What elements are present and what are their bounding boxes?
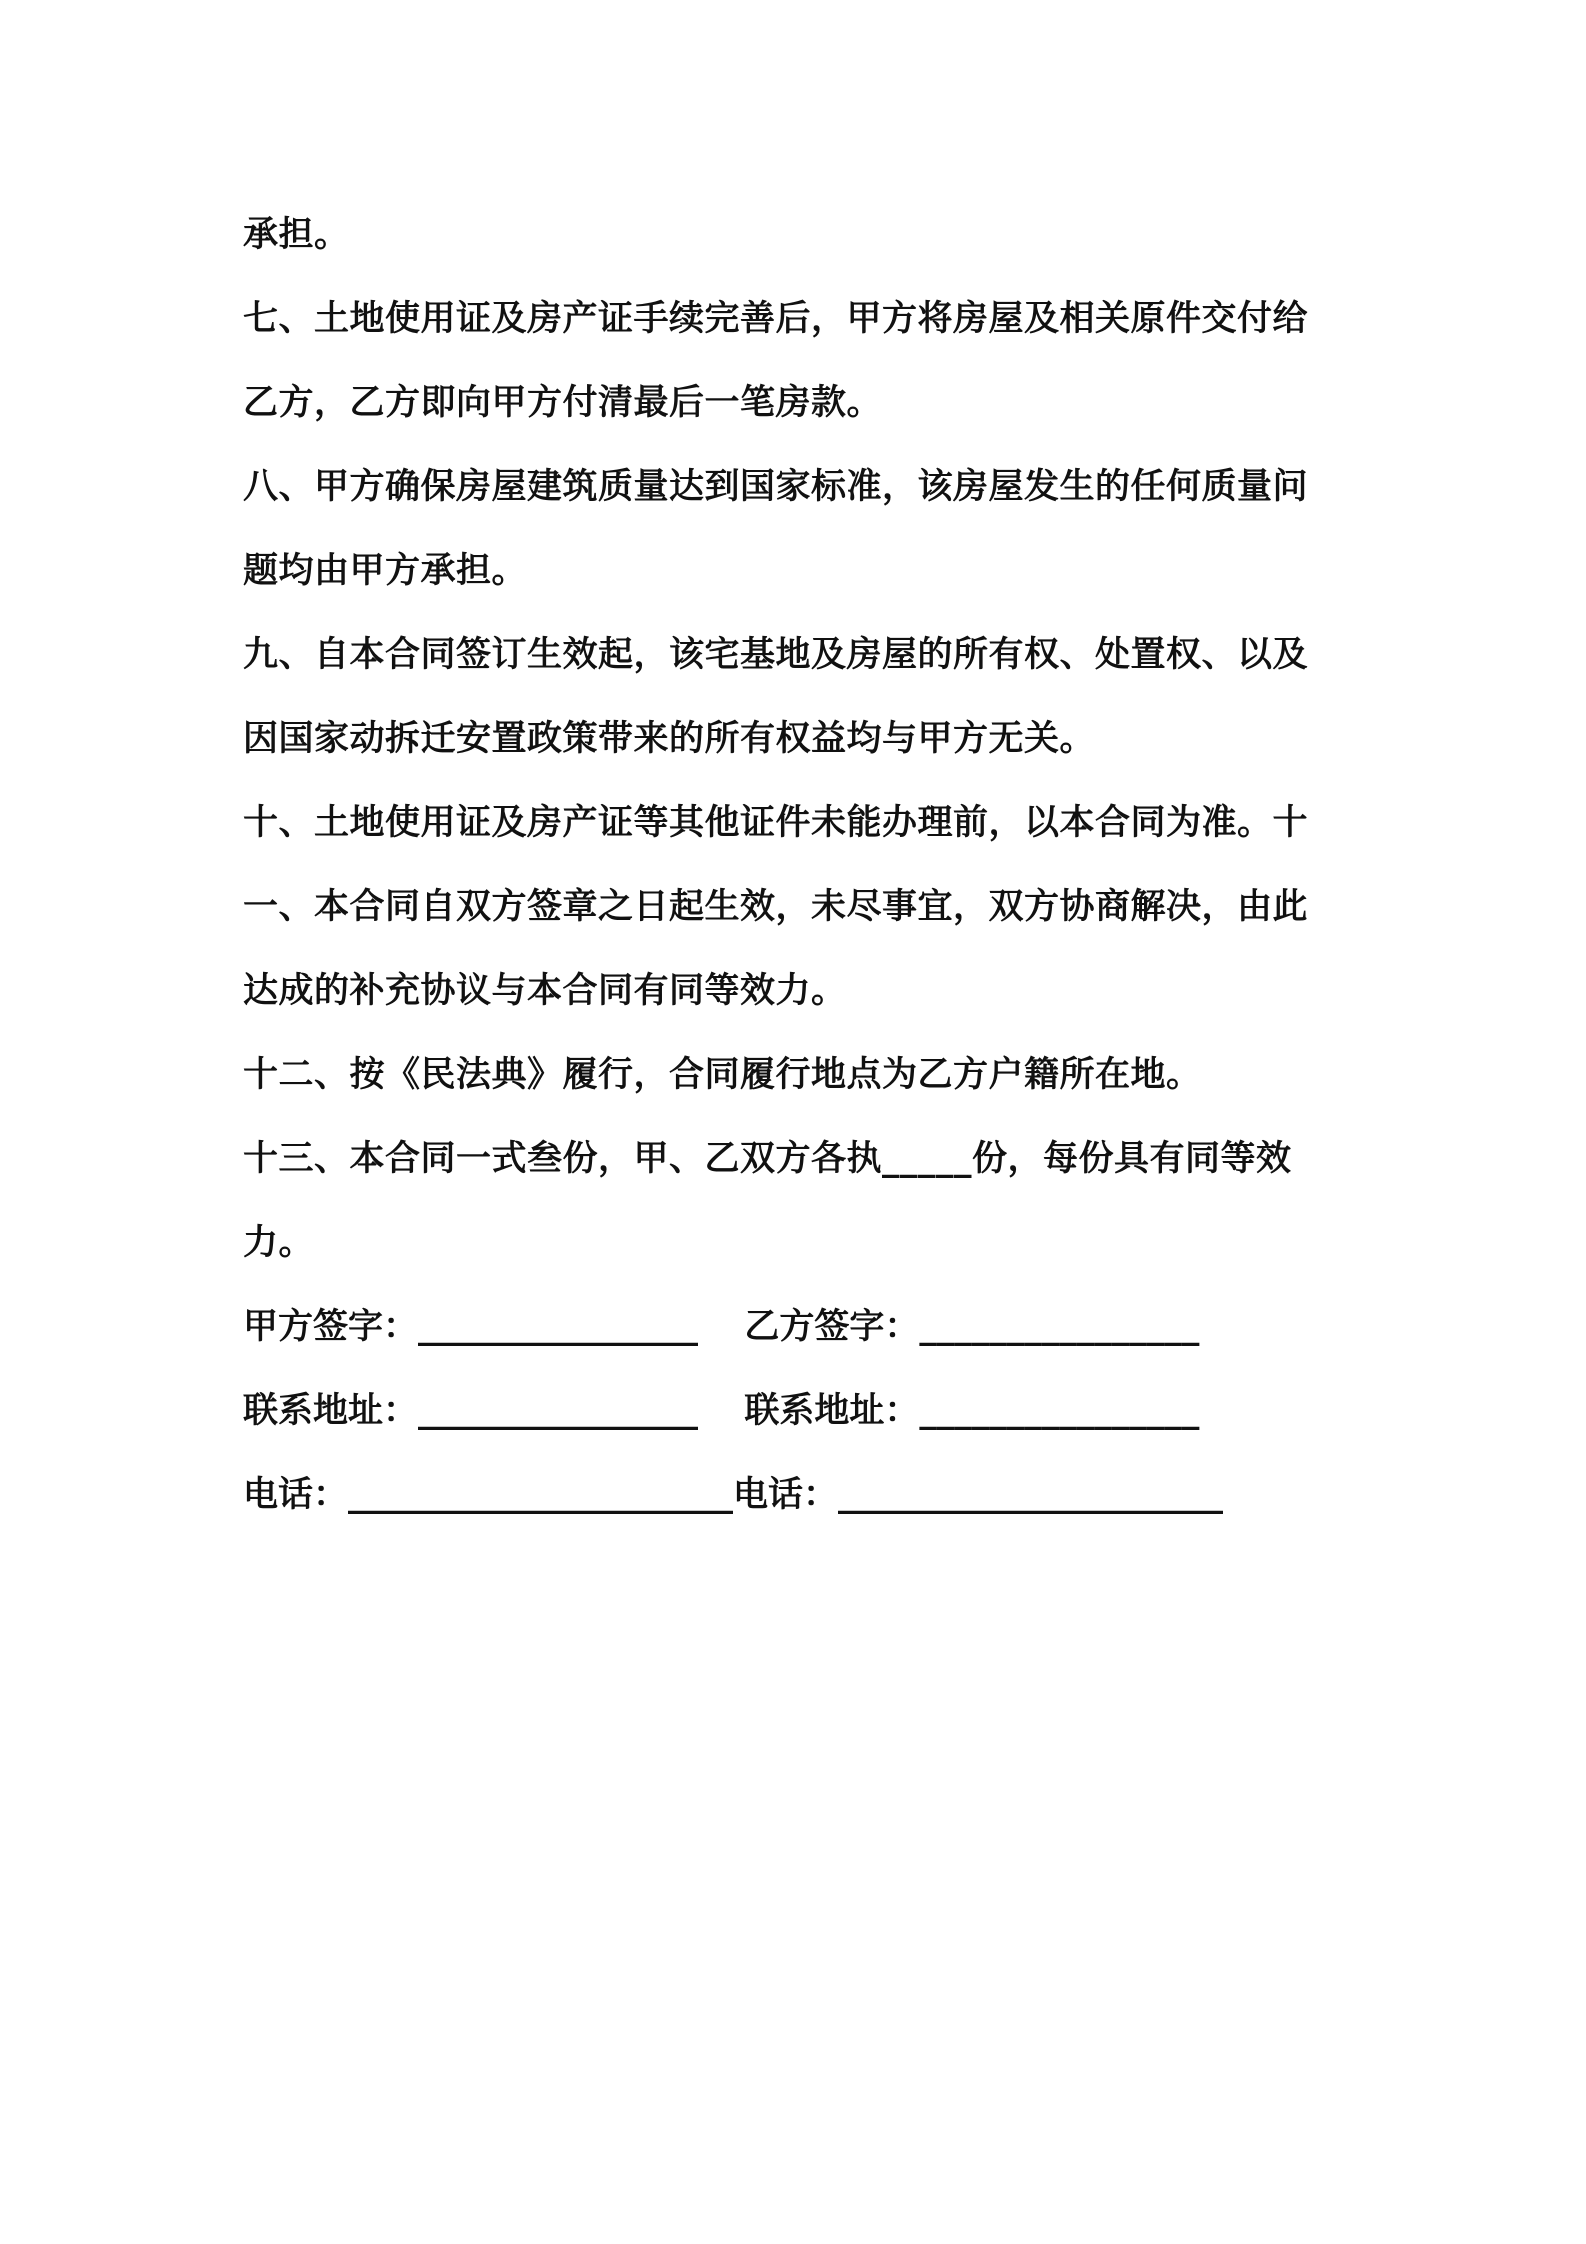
paragraph-line-8: 十、土地使用证及房产证等其他证件未能办理前，以本合同为准。十 <box>243 803 1309 843</box>
paragraph-line-13: 力。 <box>243 1223 315 1263</box>
paragraph-line-7: 因国家动拆迁安置政策带来的所有权益均与甲方无关。 <box>243 719 1096 759</box>
paragraph-line-11: 十二、按《民法典》履行，合同履行地点为乙方户籍所在地。 <box>243 1055 1202 1095</box>
phone-row: 电话：______________________电话：______________________ <box>243 1475 1224 1515</box>
paragraph-line-3: 乙方，乙方即向甲方付清最后一笔房款。 <box>243 383 883 423</box>
paragraph-line-10: 达成的补充协议与本合同有同等效力。 <box>243 971 847 1011</box>
paragraph-line-4: 八、甲方确保房屋建筑质量达到国家标准，该房屋发生的任何质量问 <box>243 467 1309 507</box>
paragraph-line-9: 一、本合同自双方签章之日起生效，未尽事宜，双方协商解决，由此 <box>243 887 1309 927</box>
party-b-address-field: 联系地址：________________ <box>744 1391 1200 1431</box>
contract-body <box>243 193 1363 1537</box>
paragraph-line-1: 承担。 <box>243 215 350 255</box>
party-a-signature-field: 甲方签字：________________ <box>243 1307 699 1347</box>
signature-row <box>243 1285 1363 1369</box>
party-a-address-field: 联系地址：________________ <box>243 1391 699 1431</box>
paragraph-line-5: 题均由甲方承担。 <box>243 551 528 591</box>
paragraph-line-6: 九、自本合同签订生效起，该宅基地及房屋的所有权、处置权、以及 <box>243 635 1309 675</box>
party-b-signature-field: 乙方签字：________________ <box>744 1307 1200 1347</box>
paragraph-line-2: 七、土地使用证及房产证手续完善后，甲方将房屋及相关原件交付给 <box>243 299 1309 339</box>
address-row <box>243 1369 1363 1453</box>
paragraph-line-12: 十三、本合同一式叁份，甲、乙双方各执_____份，每份具有同等效 <box>243 1139 1292 1179</box>
